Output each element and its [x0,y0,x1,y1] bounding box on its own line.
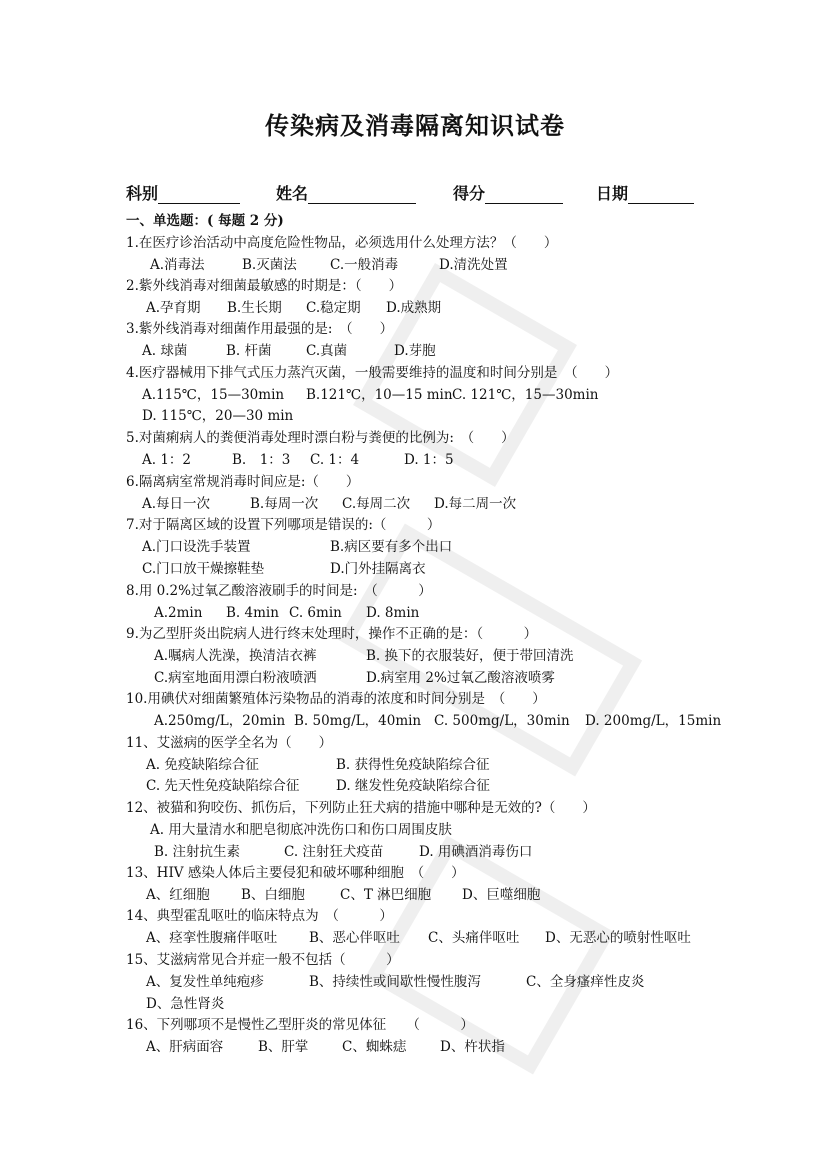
option-b[interactable]: B、肝掌 [258,1039,309,1055]
subject-label: 科别 [126,184,159,203]
name-label: 姓名 [276,184,309,203]
question-16: 16、下列哪项不是慢性乙型肝炎的常见体征 （ ） [126,1017,474,1033]
option-d[interactable]: D、杵状指 [440,1039,505,1055]
option-a[interactable]: A、红细胞 [146,887,210,903]
option-a[interactable]: A.嘱病人洗澡，换清洁衣裤 [154,648,317,664]
option-b[interactable]: B. 4min [226,605,279,621]
date-label: 日期 [596,184,629,203]
option-d[interactable]: D、巨噬细胞 [462,887,541,903]
option-d[interactable]: D、无恶心的喷射性呕吐 [545,930,691,946]
question-7: 7.对于隔离区域的设置下列哪项是错误的:（ ） [126,517,441,533]
option-c[interactable]: C.每周二次 [342,496,411,512]
question-3: 3.紫外线消毒对细菌作用最强的是: （ ） [126,321,394,337]
score-blank[interactable] [485,185,563,204]
option-c[interactable]: C、T 淋巴细胞 [340,887,432,903]
option-a[interactable]: A.250mg/L，20min [154,713,286,729]
option-b[interactable]: B、持续性或间歇性慢性腹泻 [309,974,481,990]
option-d[interactable]: D.清洗处置 [439,257,508,273]
option-d[interactable]: D.每二周一次 [434,496,517,512]
exam-title: 传染病及消毒隔离知识试卷 [265,111,565,140]
option-a[interactable]: A、肝病面容 [146,1039,224,1055]
score-label: 得分 [453,184,486,203]
question-9: 9.为乙型肝炎出院病人进行终末处理时，操作不正确的是：（ ） [126,626,538,642]
option-c[interactable]: C.门口放干燥擦鞋垫 [142,561,265,577]
option-c[interactable]: C、蜘蛛痣 [342,1039,407,1055]
option-c[interactable]: C.真菌 [306,343,348,359]
option-c[interactable]: C. 注射狂犬疫苗 [284,844,384,860]
option-b[interactable]: B、恶心伴呕吐 [309,930,400,946]
option-a[interactable]: A.孕育期 [146,300,201,316]
name-field[interactable] [276,181,416,204]
question-6: 6.隔离病室常规消毒时间应是:（ ） [126,474,360,490]
question-14: 14、典型霍乱呕吐的临床特点为 （ ） [126,908,393,924]
option-b[interactable]: B、白细胞 [241,887,305,903]
question-13: 13、HIV 感染人体后主要侵犯和破坏哪种细胞 （ ） [126,865,465,881]
option-a[interactable]: A、复发性单纯疱疹 [146,974,264,990]
option-b[interactable]: B. 注射抗生素 [154,844,241,860]
subject-blank[interactable] [158,185,240,204]
option-c[interactable]: C.病室地面用漂白粉液喷洒 [154,670,317,686]
section-heading: 一、单选题：( 每题 2 分) [126,213,284,229]
option-c[interactable]: C. 6min [289,605,342,621]
option-a[interactable]: A.门口设洗手装置 [142,539,251,555]
option-d[interactable]: D. 115℃，20—30 min [142,408,294,424]
option-a[interactable]: A.消毒法 [150,257,205,273]
option-b[interactable]: B.每周一次 [250,496,319,512]
option-d[interactable]: D.病室用 2%过氧乙酸溶液喷雾 [366,670,555,686]
option-d[interactable]: D.门外挂隔离衣 [330,561,426,577]
subject-field[interactable] [126,181,240,204]
option-b[interactable]: B.生长期 [227,300,282,316]
question-1: 1.在医疗诊治活动中高度危险性物品，必须选用什么处理方法？（ ） [126,235,558,251]
option-b[interactable]: B.121℃，10—15 min [306,387,453,403]
date-blank[interactable] [628,185,694,204]
option-b[interactable]: B. 获得性免疫缺陷综合征 [336,757,490,773]
option-d[interactable]: D.芽胞 [394,343,436,359]
option-d[interactable]: D. 8min [366,605,420,621]
option-d[interactable]: D. 200mg/L，15min [585,713,722,729]
option-a[interactable]: A.每日一次 [142,496,211,512]
option-a[interactable]: A.115℃，15—30min [142,387,285,403]
option-a[interactable]: A.2min [154,605,203,621]
option-c[interactable]: C.一般消毒 [330,257,399,273]
question-15: 15、艾滋病常见合并症一般不包括（ ） [126,952,400,968]
score-field[interactable] [453,181,563,204]
option-d[interactable]: D. 1：5 [404,452,454,468]
option-c[interactable]: C. 先天性免疫缺陷综合征 [146,778,300,794]
option-b[interactable]: B.灭菌法 [242,257,297,273]
option-b[interactable]: B. 50mg/L，40min [294,713,422,729]
question-5: 5.对菌痢病人的粪便消毒处理时漂白粉与粪便的比例为: （ ） [126,430,515,446]
option-d[interactable]: D、急性肾炎 [146,996,225,1012]
question-12: 12、被猫和狗咬伤、抓伤后，下列防止狂犬病的措施中哪种是无效的?（ ） [126,800,596,816]
option-a[interactable]: A、痉挛性腹痛伴呕吐 [146,930,278,946]
question-2: 2.紫外线消毒对细菌最敏感的时期是：（ ） [126,278,403,294]
option-d[interactable]: D. 继发性免疫缺陷综合征 [336,778,490,794]
option-c[interactable]: C. 1：4 [310,452,360,468]
question-8: 8.用 0.2%过氧乙酸溶液刷手的时间是: （ ） [126,583,432,599]
option-c[interactable]: C. 500mg/L，30min [434,713,570,729]
option-d[interactable]: D.成熟期 [386,300,442,316]
date-field[interactable] [596,181,694,204]
name-blank[interactable] [308,185,416,204]
option-b[interactable]: B. 换下的衣服装好，便于带回清洗 [366,648,574,664]
question-11: 11、艾滋病的医学全名为（ ） [126,735,333,751]
option-a[interactable]: A. 球菌 [142,343,188,359]
option-a[interactable]: A. 1：2 [142,452,192,468]
option-b[interactable]: B. 杆菌 [226,343,272,359]
question-10: 10.用碘伏对细菌繁殖体污染物品的消毒的浓度和时间分别是 （ ） [126,691,546,707]
option-c[interactable]: C.稳定期 [306,300,361,316]
option-a[interactable]: A. 用大量清水和肥皂彻底冲洗伤口和伤口周围皮肤 [150,822,452,838]
option-d[interactable]: D. 用碘酒消毒伤口 [419,844,533,860]
option-a[interactable]: A. 免疫缺陷综合征 [146,757,259,773]
option-c[interactable]: C. 121℃，15—30min [452,387,599,403]
question-4: 4.医疗器械用下排气式压力蒸汽灭菌，一般需要维持的温度和时间分别是 （ ） [126,365,619,381]
option-b[interactable]: B. 1：3 [232,452,291,468]
option-c[interactable]: C、全身瘙痒性皮炎 [526,974,645,990]
option-c[interactable]: C、头痛伴呕吐 [428,930,520,946]
option-b[interactable]: B.病区要有多个出口 [330,539,453,555]
